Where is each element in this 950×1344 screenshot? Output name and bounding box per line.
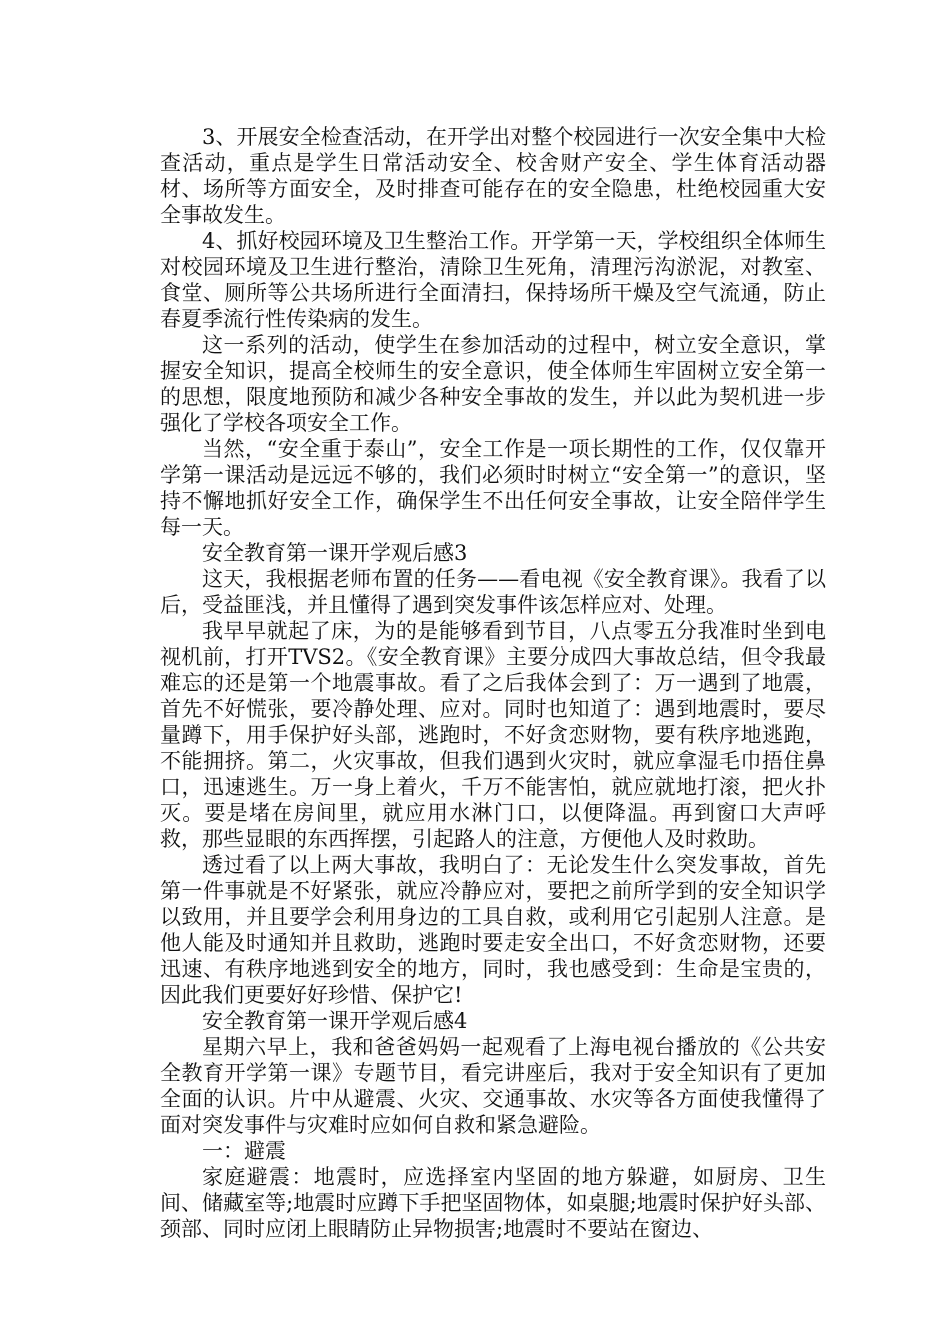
section-heading-4: 安全教育第一课开学观后感4 <box>202 1009 468 1033</box>
document-body <box>160 124 826 1242</box>
paragraph-home-earthquake: 家庭避震：地震时，应选择室内坚固的地方躲避，如厨房、卫生间、储藏室等;地震时应蹲下手把坚固物体，如桌腿;地震时保护好头部、颈部、同时应闭上眼睛防止异物损害;地震时不要站在窗边、 <box>160 1165 826 1241</box>
section-heading-3: 安全教育第一课开学观后感3 <box>202 541 468 565</box>
paragraph-safety-inspection: 3、开展安全检查活动，在开学出对整个校园进行一次安全集中大检查活动，重点是学生日常活动安全、校舍财产安全、学生体育活动器材、场所等方面安全，及时排查可能存在的安全隐患，杜绝校园重大安全事故发生。 <box>160 125 826 227</box>
paragraph-reflection: 透过看了以上两大事故，我明白了：无论发生什么突发事故，首先第一件事就是不好紧张，就应冷静应对，要把之前所学到的安全知识学以致用，并且要学会利用身边的工具自救，或利用它引起别人注意。是他人能及时通知并且救助，逃跑时要走安全出口，不好贪恋财物，还要迅速、有秩序地逃到安全的地方，同时，我也感受到：生命是宝贵的，因此我们更要好好珍惜、保护它! <box>160 853 826 1007</box>
paragraph-long-term-safety: 当然，“安全重于泰山”，安全工作是一项长期性的工作，仅仅靠开学第一课活动是远远不够的，我们必须时时树立“安全第一”的意识，坚持不懈地抓好安全工作，确保学生不出任何安全事故，让安全陪伴学生每一天。 <box>160 437 826 539</box>
paragraph-activity-summary: 这一系列的活动，使学生在参加活动的过程中，树立安全意识，掌握安全知识，提高全校师生的安全意识，使全体师生牢固树立安全第一的思想，限度地预防和减少各种安全事故的发生，并以此为契机进一步强化了学校各项安全工作。 <box>160 333 826 435</box>
paragraph-watch-tv: 这天，我根据老师布置的任务——看电视《安全教育课》。我看了以后，受益匪浅，并且懂得了遇到突发事件该怎样应对、处理。 <box>160 567 826 617</box>
paragraph-environment-cleanup: 4、抓好校园环境及卫生整治工作。开学第一天，学校组织全体师生对校园环境及卫生进行整治，清除卫生死角，清理污沟淤泥，对教室、食堂、厕所等公共场所进行全面清扫，保持场所干燥及空气流通，防止春夏季流行性传染病的发生。 <box>160 229 826 331</box>
paragraph-earthquake-fire: 我早早就起了床，为的是能够看到节目，八点零五分我准时坐到电视机前，打开TVS2。《安全教育课》主要分成四大事故总结，但令我最难忘的还是第一个地震事故。看了之后我体会到了：万一遇到了地震，首先不好慌张，要冷静处理、应对。同时也知道了：遇到地震时，要尽量蹲下，用手保护好头部，逃跑时，不好贪恋财物，要有秩序地逃跑，不能拥挤。第二，火灾事故，但我们遇到火灾时，就应拿湿毛巾捂住鼻口，迅速逃生。万一身上着火，千万不能害怕，就应就地打滚，把火扑灭。要是堵在房间里，就应用水淋门口，以便降温。再到窗口大声呼救，那些显眼的东西挥摆，引起路人的注意，方便他人及时救助。 <box>160 619 826 851</box>
paragraph-saturday-program: 星期六早上，我和爸爸妈妈一起观看了上海电视台播放的《公共安全教育开学第一课》专题节目，看完讲座后，我对于安全知识有了更加全面的认识。片中从避震、火灾、交通事故、水灾等各方面使我懂得了面对突发事件与灾难时应如何自救和紧急避险。 <box>160 1035 826 1137</box>
subheading-avoid-earthquake: 一：避震 <box>202 1139 286 1163</box>
